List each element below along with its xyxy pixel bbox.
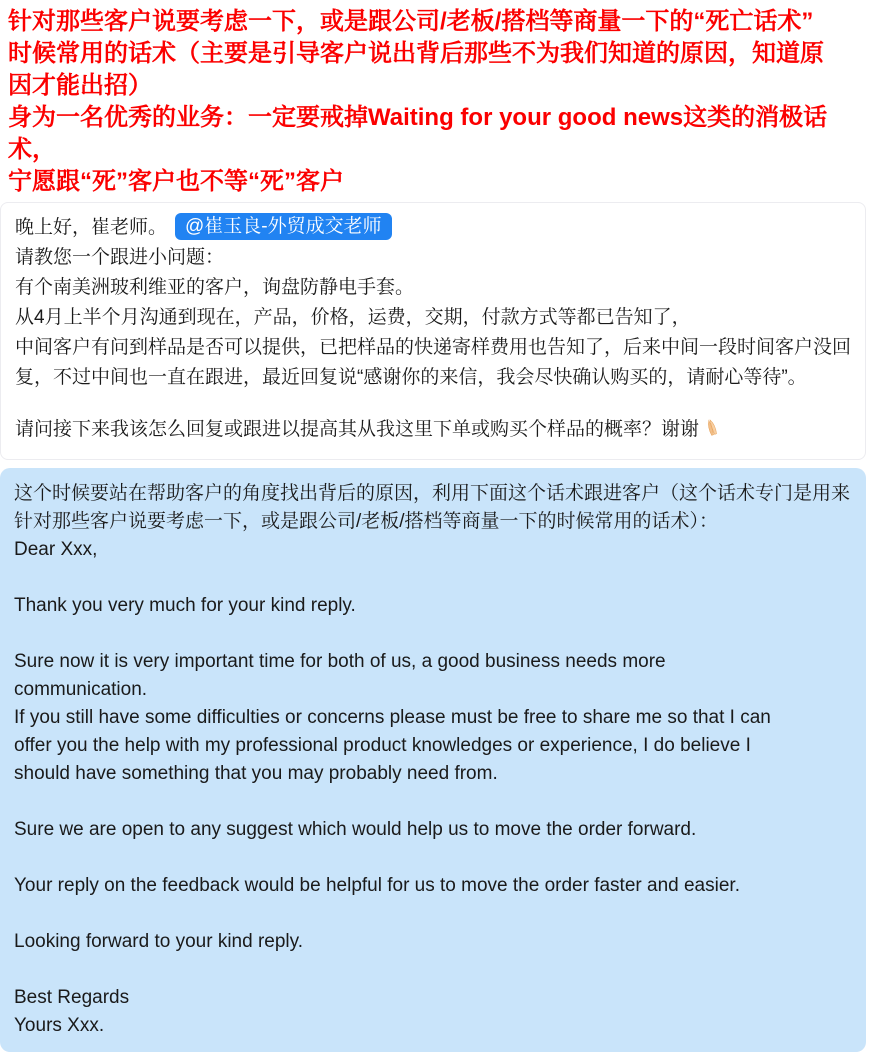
blank-line <box>14 620 852 648</box>
reply-line: communication. <box>14 679 148 700</box>
question-line: 从4月上半个月沟通到现在，产品，价格，运费，交期，付款方式等都已告知了， <box>15 307 691 328</box>
reply-card <box>0 468 866 1052</box>
mention-badge[interactable]: @崔玉良-外贸成交老师 <box>175 213 392 240</box>
reply-line: Dear Xxx, <box>14 539 98 560</box>
reply-signature: Best Regards <box>14 987 130 1008</box>
greeting-line <box>15 213 851 243</box>
blank-line <box>14 844 852 872</box>
warning-header-line: 身为一名优秀的业务：一定要戒掉Waiting for your good news这类的消极话术， <box>8 104 828 163</box>
blank-line <box>14 564 852 592</box>
question-card <box>0 202 866 460</box>
reply-line: Sure we are open to any suggest which would help us to move the order forward. <box>14 819 697 840</box>
reply-line: Looking forward to your kind reply. <box>14 931 304 952</box>
reply-signature: Yours Xxx. <box>14 1015 105 1036</box>
reply-line: Your reply on the feedback would be helpful for us to move the order faster and easier. <box>14 875 740 896</box>
question-line: 中间客户有问到样品是否可以提供，已把样品的快递寄样费用也告知了，后来中间一段时间客户没回 <box>15 337 852 358</box>
warning-header <box>0 0 870 200</box>
reply-line: offer you the help with my professional product knowledges or experience, I do believe I <box>14 735 751 756</box>
question-line: 复，不过中间也一直在跟进，最近回复说“感谢你的来信，我会尽快确认购买的，请耐心等待”。 <box>15 367 807 388</box>
warning-header-line: 因才能出招） <box>8 72 152 99</box>
reply-line: Thank you very much for your kind reply. <box>14 595 356 616</box>
warning-header-line: 时候常用的话术（主要是引导客户说出背后那些不为我们知道的原因，知道原 <box>8 40 824 67</box>
reply-line: should have something that you may probably need from. <box>14 763 498 784</box>
question-line: 请教您一个跟进小问题： <box>15 247 225 268</box>
blank-line <box>14 788 852 816</box>
warning-header-line: 针对那些客户说要考虑一下，或是跟公司/老板/搭档等商量一下的“死亡话术” <box>8 8 814 35</box>
blank-line <box>14 900 852 928</box>
question-final-text: 请问接下来我该怎么回复或跟进以提高其从我这里下单或购买个样品的概率？谢谢 <box>15 419 700 440</box>
question-final-line <box>15 415 851 449</box>
reply-line: If you still have some difficulties or concerns please must be free to share me so that I can <box>14 707 771 728</box>
greeting-text: 晚上好，崔老师。 <box>15 217 168 238</box>
folded-hands-icon <box>701 417 723 449</box>
blank-line <box>15 393 851 415</box>
reply-line: 针对那些客户说要考虑一下，或是跟公司/老板/搭档等商量一下的时候常用的话术）： <box>14 511 719 532</box>
question-line: 有个南美洲玻利维亚的客户，询盘防静电手套。 <box>15 277 415 298</box>
reply-line: 这个时候要站在帮助客户的角度找出背后的原因，利用下面这个话术跟进客户（这个话术专门是用来 <box>14 483 851 504</box>
blank-line <box>14 956 852 984</box>
reply-line: Sure now it is very important time for both of us, a good business needs more <box>14 651 666 672</box>
warning-header-line: 宁愿跟“死”客户也不等“死”客户 <box>8 168 344 195</box>
